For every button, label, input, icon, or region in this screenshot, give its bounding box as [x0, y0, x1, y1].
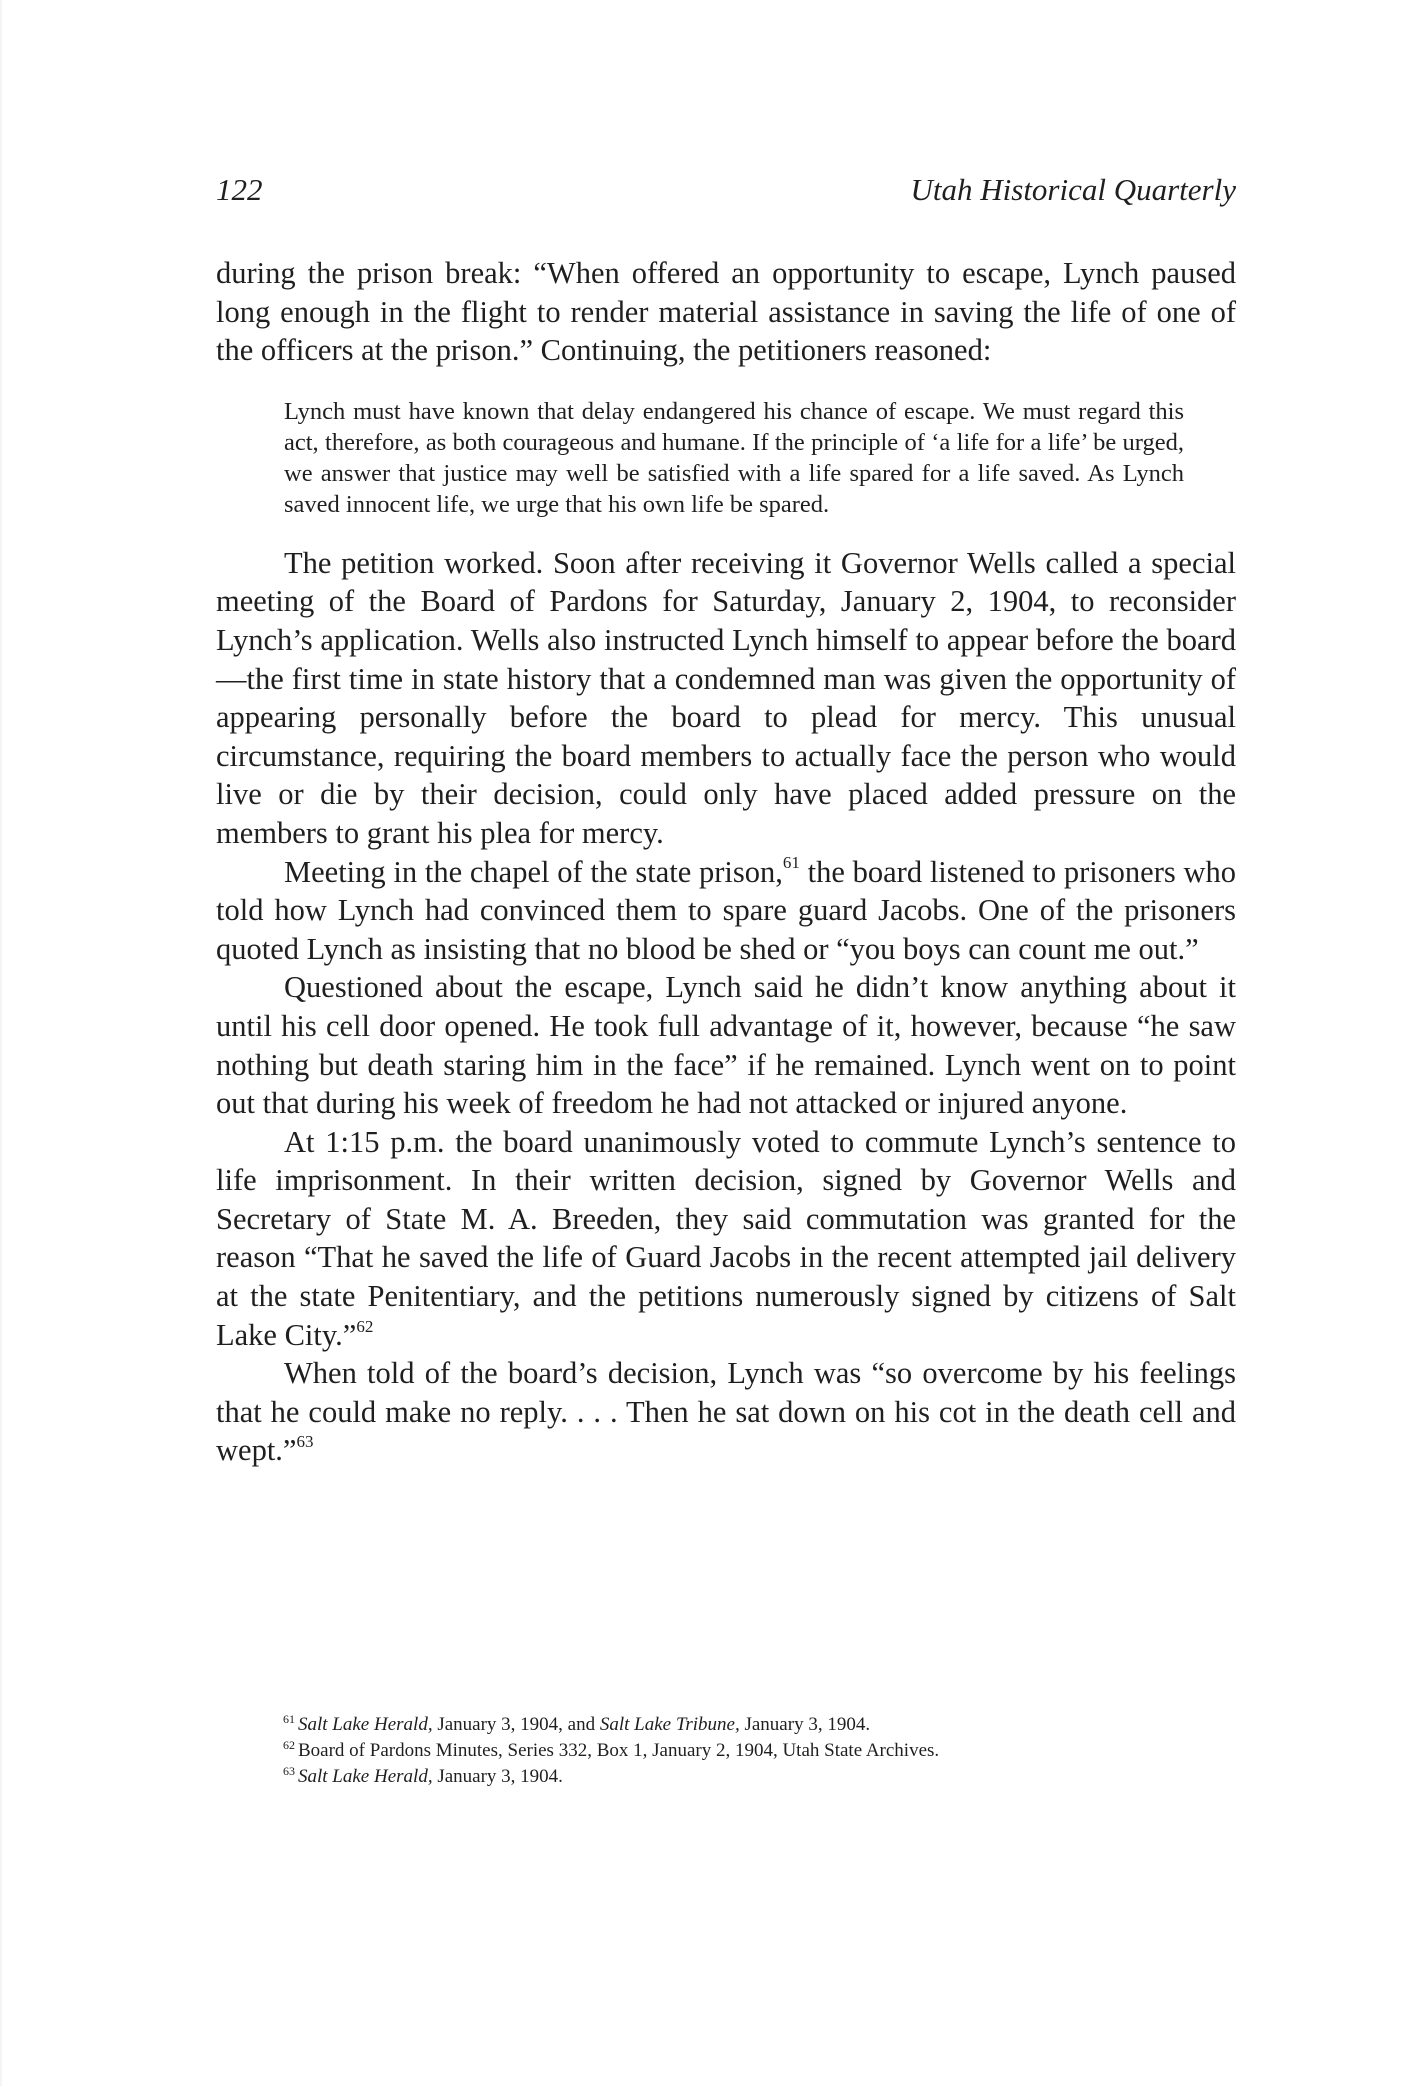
footnote-reference: 63	[296, 1432, 314, 1452]
paragraph-petition: The petition worked. Soon after receiving it Governor Wells called a special meeting of the Board of Pardons for Saturday, January 2, 1904, to reconsider Lynch’s application. Wells also instructed Lynch himself to appear before the board—the first time in state history that a condemned man was given the opportunity of appearing personally before the board to plead for mercy. This unusual circumstance, requiring the board members to actually face the person who would live or die by their decision, could only have placed added pressure on the members to grant his plea for mercy.	[216, 545, 1236, 850]
paragraph-meeting	[216, 853, 1236, 969]
footnote-reference: 61	[782, 853, 800, 873]
page-number: 122	[216, 172, 263, 207]
source-title: Salt Lake Herald,	[298, 1714, 433, 1735]
block-quote: Lynch must have known that delay endangered his chance of escape. We must regard this act, therefore, as both courageous and humane. If the principle of ‘a life for a life’ be urged, we answer that justice may well be satisfied with a life spared for a life saved. As Lynch saved innocent life, we urge that his own life be spared.	[284, 397, 1184, 518]
paragraph-continued: during the prison break: “When offered an opportunity to escape, Lynch paused long enough in the flight to render material assistance in saving the life of one of the officers at the prison.” Continuing, the petitioners reasoned:	[216, 256, 1236, 368]
paragraph-text: the board listened to prisoners who told how Lynch had convinced them to spare guard Jacobs. One of the prisoners quoted Lynch as insisting that no blood be shed or “you boys can count me out.”	[216, 854, 1236, 966]
article-body	[216, 254, 1236, 1470]
source-title: Salt Lake Tribune,	[599, 1714, 740, 1735]
footnote-number: 62	[283, 1737, 295, 1752]
paragraph-decision	[216, 1354, 1236, 1470]
running-head	[216, 172, 1236, 222]
paragraph-text: Meeting in the chapel of the state prison,	[284, 854, 783, 889]
footnote-text: January 3, 1904.	[739, 1714, 871, 1735]
footnote-62	[283, 1738, 1183, 1764]
footnote-63	[283, 1764, 1183, 1790]
journal-title: Utah Historical Quarterly	[910, 172, 1236, 207]
footnote-61	[283, 1712, 1183, 1738]
scan-edge	[0, 0, 2, 2086]
paragraph-text: When told of the board’s decision, Lynch was “so overcome by his feelings that he could make no reply. . . . Then he sat down on his cot in the death cell and wept.”	[216, 1356, 1236, 1468]
paragraph-questioned: Questioned about the escape, Lynch said he didn’t know anything about it until his cell door opened. He took full advantage of it, however, because “he saw nothing but death staring him in the face” if he remained. Lynch went on to point out that during his week of freedom he had not attacked or injured anyone.	[216, 970, 1236, 1121]
paragraph-commutation	[216, 1123, 1236, 1355]
footnote-number: 61	[283, 1711, 295, 1726]
footnote-text: January 3, 1904.	[432, 1766, 563, 1787]
footnote-reference: 62	[356, 1316, 374, 1336]
footnote-text: Board of Pardons Minutes, Series 332, Box 1, January 2, 1904, Utah State Archives.	[298, 1740, 940, 1761]
footnotes	[283, 1712, 1183, 1790]
footnote-number: 63	[283, 1763, 295, 1778]
footnote-text: January 3, 1904, and	[432, 1714, 600, 1735]
paragraph-text: At 1:15 p.m. the board unanimously voted to commute Lynch’s sentence to life imprisonment. In their written decision, signed by Governor Wells and Secretary of State M. A. Breeden, they said commutation was granted for the reason “That he saved the life of Guard Jacobs in the recent attempted jail delivery at the state Penitentiary, and the petitions numerously signed by citizens of Salt Lake City.”	[216, 1124, 1236, 1352]
source-title: Salt Lake Herald,	[298, 1766, 433, 1787]
